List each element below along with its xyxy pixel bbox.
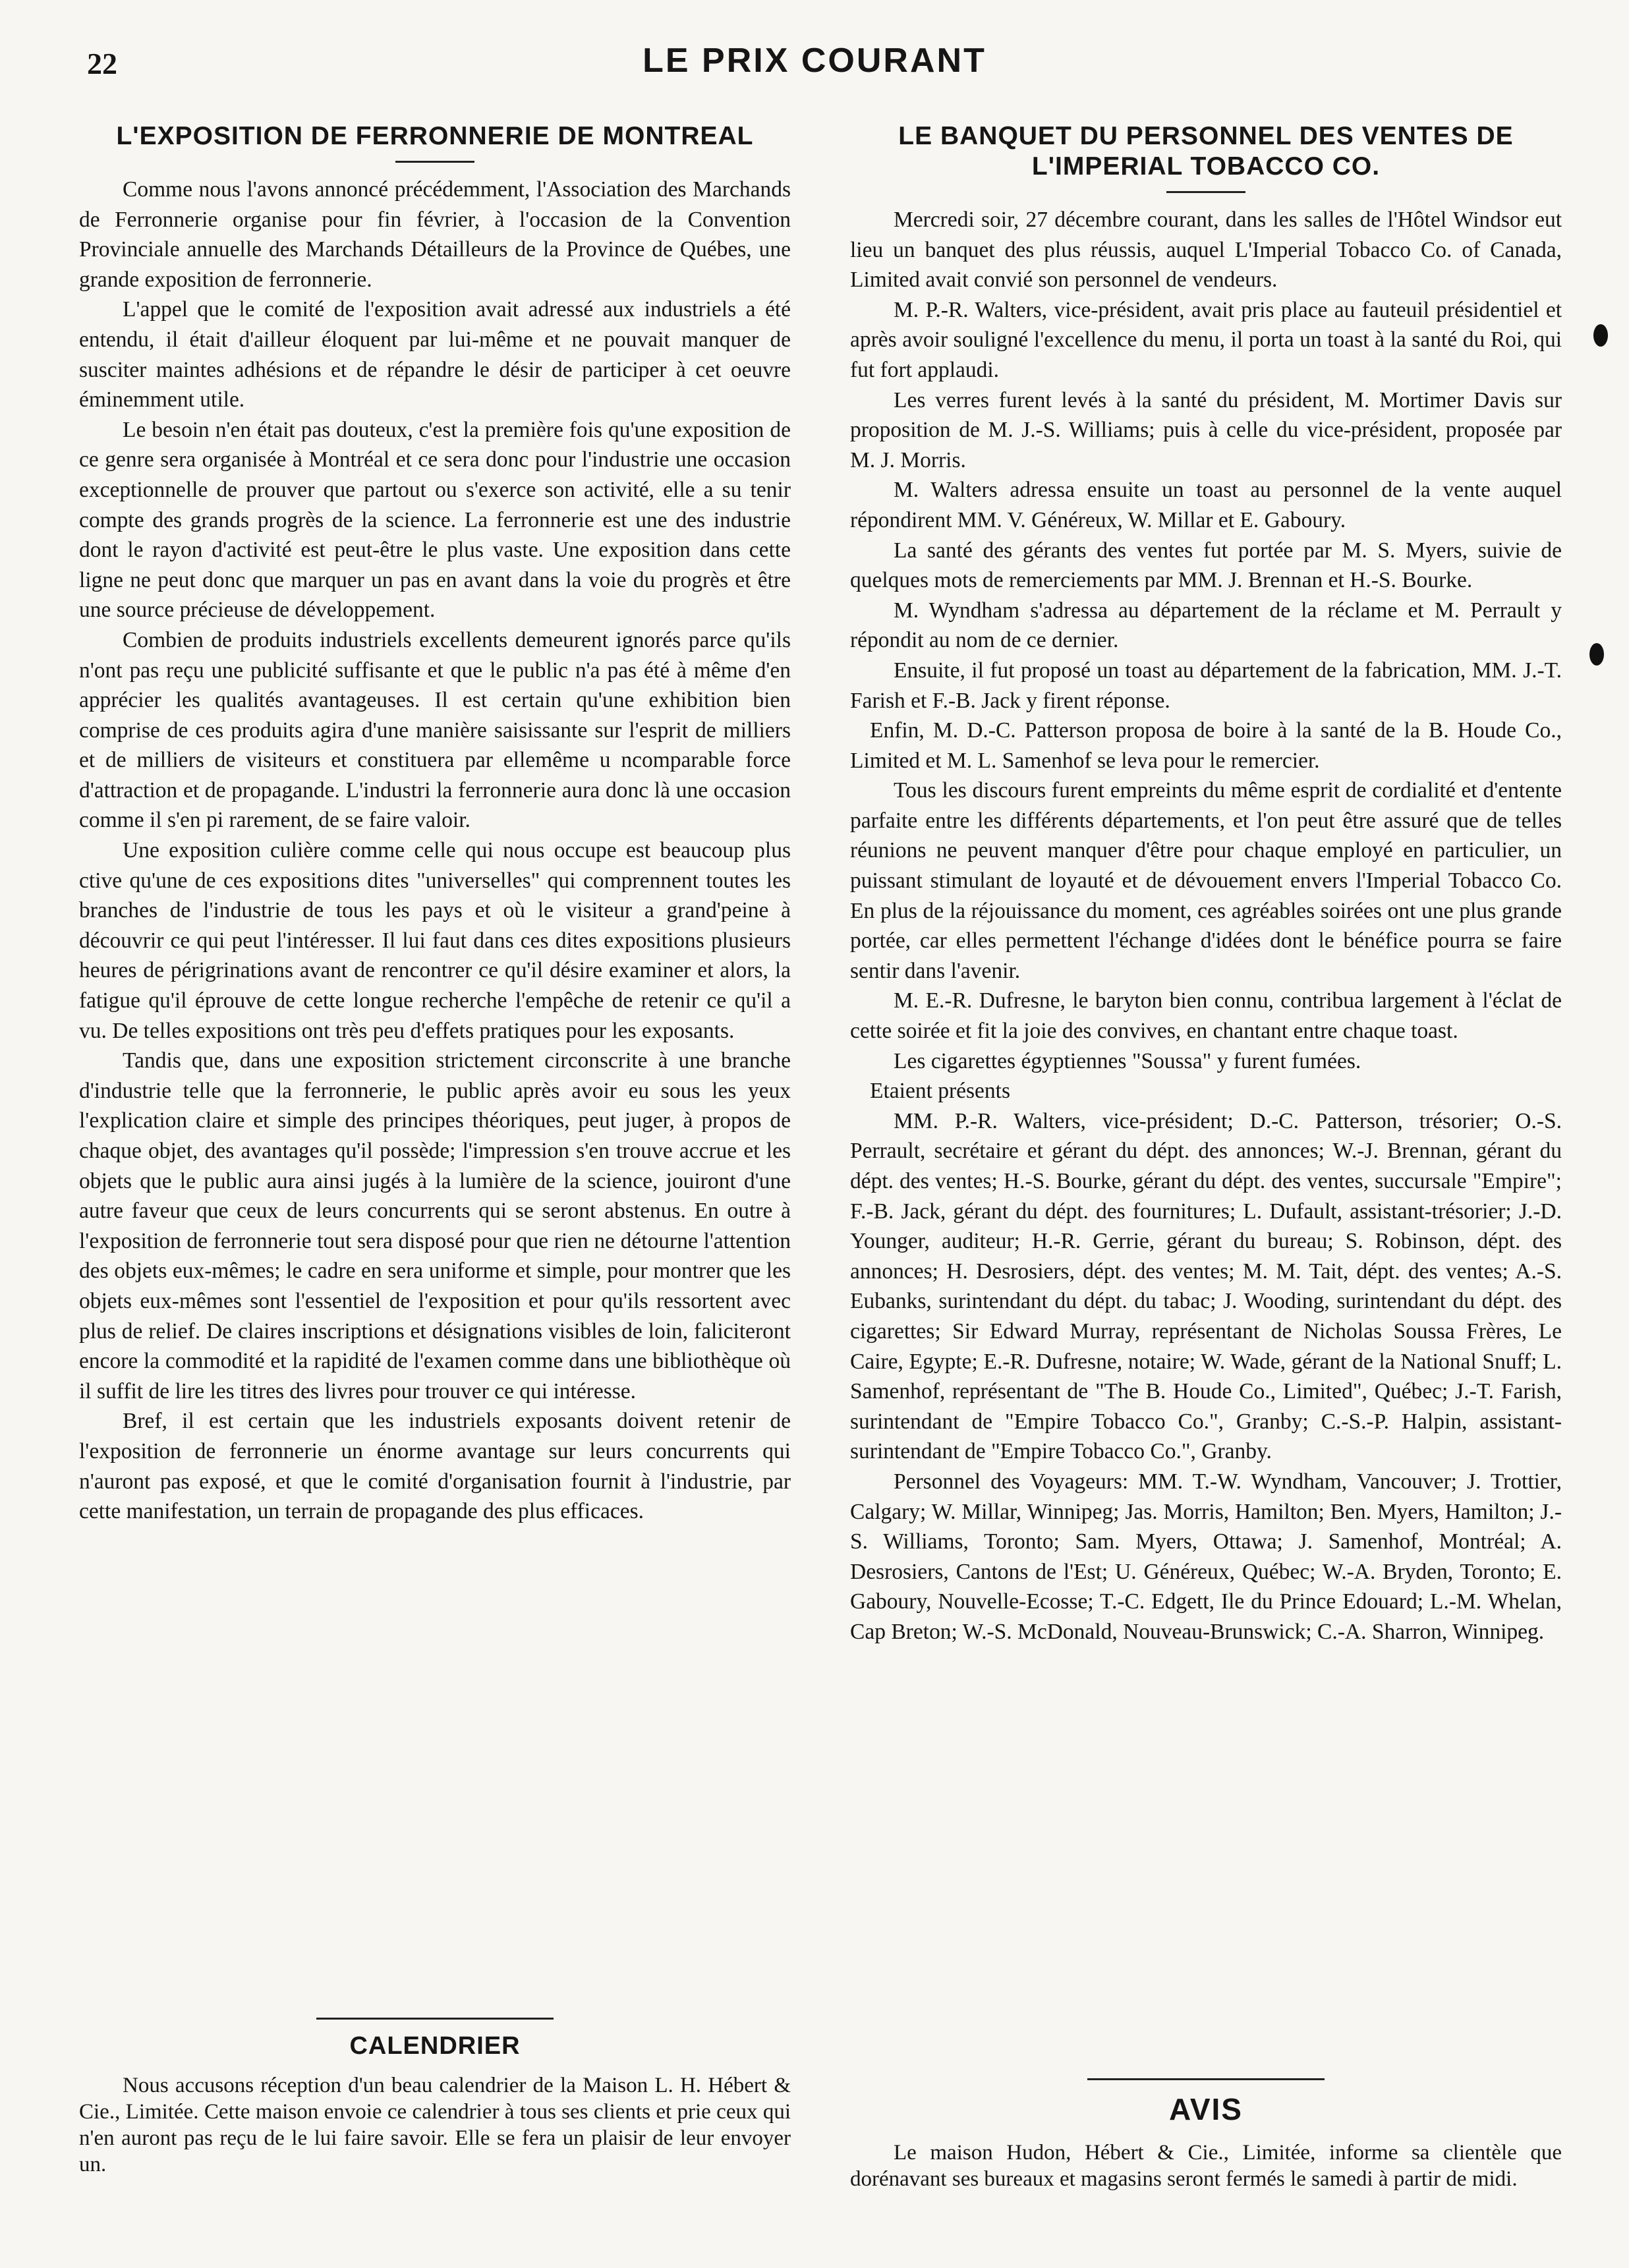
left-column	[79, 117, 791, 1527]
section-rule	[1087, 2078, 1325, 2080]
running-title: LE PRIX COURANT	[643, 42, 986, 80]
title-rule	[1166, 191, 1245, 193]
calendrier-section	[79, 2003, 791, 2178]
avis-section	[850, 2064, 1562, 2192]
attendee-list: MM. P.-R. Walters, vice-président; D.-C. Patterson, trésorier; O.-S. Perrault, secrétaire et gérant du dépt. des annonces; W.-J. Brennan, gérant du dépt. des ventes; H.-S. Bourke, gérant du dépt. des ventes, succursale "Empire"; F.-B. Jack, gérant du dépt. des fournitures; L. Dufault, assistant-trésorier; J.-D. Younger, auditeur; H.-R. Gerrie, gérant du bureau; S. Robinson, dépt. des annonces; H. Desrosiers, dépt. des ventes; M. M. Tait, dépt. des ventes; A.-S. Eubanks, surintendant du dépt. du tabac; J. Wooding, surintendant du dépt. des cigarettes; Sir Edward Murray, représentant de Nicholas Soussa Frères, Le Caire, Egypte; E.-R. Dufresne, notaire; W. Wade, gérant de la National Snuff; L. Samenhof, représentant de "The B. Houde Co., Limited", Québec; J.-T. Farish, surintendant de "Empire Tobacco Co.", Granby; C.-S.-P. Halpin, assistant-surintendant de "Empire Tobacco Co.", Granby.	[850, 1108, 1562, 1464]
paragraph: Le besoin n'en était pas douteux, c'est la première fois qu'une exposition de ce genre sera organisée à Montréal et ce sera donc pour l'industrie une occasion exceptionnelle de prouver que partout ou s'exerce son activité, elle a su tenir compte des grands progrès de la science. La ferronnerie est une des industrie dont le rayon d'activité est peut-être le plus vaste. Une exposition dans cette ligne ne peut donc que marquer un pas en avant dans la voie du progrès et être une source précieuse de développement.	[79, 417, 791, 623]
punch-hole-mark	[1593, 324, 1608, 347]
paragraph: M. E.-R. Dufresne, le baryton bien connu, contribua largement à l'éclat de cette soirée et fit la joie des convives, en chantant entre chaque toast.	[850, 988, 1562, 1044]
paragraph: Tous les discours furent empreints du même esprit de cordialité et d'entente parfaite entre les différents départements, et l'on peut être assuré que de telles réunions ne peuvent manquer d'être pour chaque employé en particulier, un puissant stimulant de loyauté et de dévouement envers l'Imperial Tobacco Co. En plus de la réjouissance du moment, ces agréables soirées ont une plus grande portée, car elles permettent l'échange d'idées dont le bénéfice pourra se faire sentir dans l'avenir.	[850, 778, 1562, 983]
paragraph: Comme nous l'avons annoncé précédemment, l'Association des Marchands de Ferronnerie organise pour fin février, à l'occasion de la Convention Provinciale annuelle des Marchands Détailleurs de la Province de Québes, une grande exposition de ferronnerie.	[79, 177, 791, 292]
article-title-banquet-line2: L'IMPERIAL TOBACCO CO.	[1031, 152, 1381, 181]
page-number: 22	[87, 47, 117, 80]
paragraph: Etaient présents	[870, 1079, 1011, 1104]
paragraph: M. Wyndham s'adressa au département de la réclame et M. Perrault y répondit au nom de ce dernier.	[850, 598, 1562, 653]
paragraph: L'appel que le comité de l'exposition avait adressé aux industriels a été entendu, il était d'ailleur éloquent par lui-même et ne pouvait manquer de susciter maintes adhésions et de répandre le désir de participer à cet oeuvre éminemment utile.	[79, 297, 791, 412]
traveller-list: Personnel des Voyageurs: MM. T.-W. Wyndham, Vancouver; J. Trottier, Calgary; W. Millar, Winnipeg; Jas. Morris, Hamilton; Ben. Myers, Hamilton; J.-S. Williams, Toronto; Sam. Myers, Ottawa; J. Samenhof, Montréal; A. Desrosiers, Cantons de l'Est; U. Généreux, Québec; W.-A. Bryden, Toronto; E. Gaboury, Nouvelle-Ecosse; T.-C. Edgett, Ile du Prince Edouard; L.-M. Whelan, Cap Breton; W.-S. McDonald, Nouveau-Brunswick; C.-A. Sharron, Winnipeg.	[850, 1469, 1562, 1644]
paragraph: Enfin, M. D.-C. Patterson proposa de boire à la santé de la B. Houde Co., Limited et M. L. Samenhof se leva pour le remercier.	[850, 718, 1562, 773]
calendrier-heading: CALENDRIER	[349, 2032, 521, 2060]
title-rule	[395, 161, 474, 163]
paragraph: Mercredi soir, 27 décembre courant, dans les salles de l'Hôtel Windsor eut lieu un banquet des plus réussis, auquel L'Imperial Tobacco Co. of Canada, Limited avait convié son personnel de vendeurs.	[850, 208, 1562, 293]
paragraph: Une exposition culière comme celle qui nous occupe est beaucoup plus ctive qu'une de ces expositions dites "universelles" qui comprennent toutes les branches de l'industrie de tous les pays et où le visiteur a grand'peine à découvrir ce qui peut l'intéresser. Il lui faut dans ces dites expositions plusieurs heures de périgrinations avant de rencontrer ce qu'il désire examiner et alors, la fatigue qu'il éprouve de cette longue recherche l'empêche de retenir ce qu'il a vu. De telles expositions ont très peu d'effets pratiques pour les exposants.	[79, 838, 791, 1043]
paragraph: Les cigarettes égyptiennes "Soussa" y furent fumées.	[894, 1048, 1361, 1073]
article-title-banquet-line1: LE BANQUET DU PERSONNEL DES VENTES DE	[898, 122, 1514, 150]
paragraph: La santé des gérants des ventes fut portée par M. S. Myers, suivie de quelques mots de remerciements par MM. J. Brennan et H.-S. Bourke.	[850, 538, 1562, 593]
calendrier-text: Nous accusons réception d'un beau calendrier de la Maison L. H. Hébert & Cie., Limitée. Cette maison envoie ce calendrier à tous ses clients et prie ceux qui n'en auront pas reçu de le lui faire savoir. Elle se fera un plaisir de leur envoyer un.	[79, 2074, 791, 2176]
paragraph: Ensuite, il fut proposé un toast au département de la fabrication, MM. J.-T. Farish et F.-B. Jack y firent réponse.	[850, 658, 1562, 713]
paragraph: M. P.-R. Walters, vice-président, avait pris place au fauteuil présidentiel et après avoir souligné l'excellence du menu, il porta un toast à la santé du Roi, qui fut fort applaudi.	[850, 297, 1562, 382]
article-title-exposition: L'EXPOSITION DE FERRONNERIE DE MONTREAL	[116, 122, 754, 150]
avis-text: Le maison Hudon, Hébert & Cie., Limitée, informe sa clientèle que dorénavant ses bureaux et magasins seront fermés le samedi à partir de midi.	[850, 2141, 1562, 2191]
right-column	[850, 117, 1562, 1647]
paragraph: Les verres furent levés à la santé du président, M. Mortimer Davis sur proposition de M. J.-S. Williams; puis à celle du vice-président, proposée par M. J. Morris.	[850, 387, 1562, 472]
avis-heading: AVIS	[1169, 2092, 1243, 2126]
paragraph: Bref, il est certain que les industriels exposants doivent retenir de l'exposition de ferronnerie un énorme avantage sur leurs concurrents qui n'auront pas exposé, et que le comité d'organisation fournit à l'industrie, par cette manifestation, un terrain de propagande des plus efficaces.	[79, 1409, 791, 1524]
paragraph: Tandis que, dans une exposition strictement circonscrite à une branche d'industrie telle que la ferronnerie, le public après avoir eu sous les yeux l'explication claire et simple des principes théoriques, peut juger, à propos de chaque objet, des avantages qu'il possède; l'impression s'en trouve accrue et les objets que le public aura ainsi jugés à la lumière de la science, jouiront d'une autre faveur que ceux de leurs concurrents qui se seront abstenus. En outre à l'exposition de ferronnerie tout sera disposé pour que rien ne détourne l'attention des objets eux-mêmes; le cadre en sera uniforme et simple, pour montrer que les objets eux-mêmes sont l'essentiel de l'exposition et pour qu'ils ressortent avec plus de relief. De claires inscriptions et désignations visibles de loin, faliciteront encore la commodité et la rapidité de l'examen comme dans une bibliothèque où il suffit de lire les titres des livres pour trouver ce qui intéresse.	[79, 1048, 791, 1403]
paragraph: M. Walters adressa ensuite un toast au personnel de la vente auquel répondirent MM. V. Généreux, W. Millar et E. Gaboury.	[850, 478, 1562, 532]
punch-hole-mark	[1589, 643, 1604, 666]
section-rule	[316, 2018, 554, 2020]
paragraph: Combien de produits industriels excellents demeurent ignorés parce qu'ils n'ont pas reçu une publicité suffisante et que le public n'a pas été à même d'en apprécier les qualités avantageuses. Il est certain qu'une exhibition bien comprise de ces produits agira d'une manière saisissante sur l'esprit de milliers et de milliers de visiteurs et constituera par ellemême u ncomparable force d'attraction et de propagande. L'industri la ferronnerie aura donc là une occasion comme il s'en pi rarement, de se faire valoir.	[79, 627, 791, 833]
